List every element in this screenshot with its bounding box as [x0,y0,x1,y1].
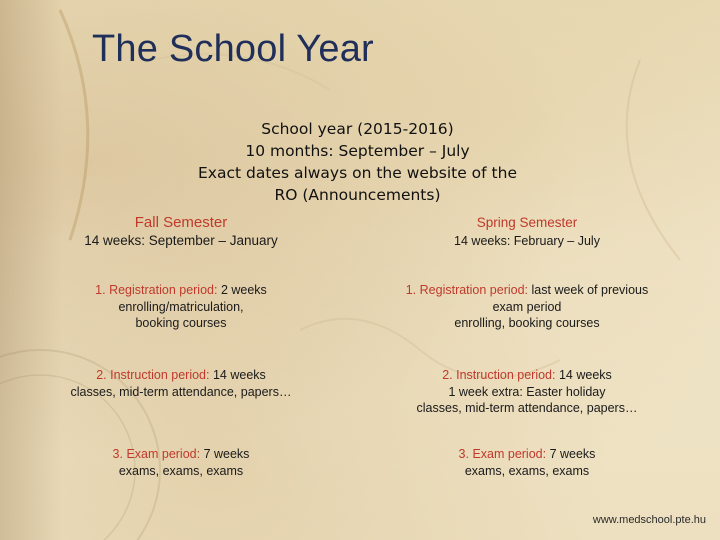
spring-instruction-label: 2. Instruction period: [442,368,556,382]
spring-exam-detail: exams, exams, exams [464,463,590,478]
fall-exam-detail: exams, exams, exams [118,463,244,478]
fall-instruction-block [46,367,316,400]
spring-instruction-value: 14 weeks [558,368,612,382]
fall-registration-detail: enrolling/matriculation, [118,299,244,314]
intro-line-4: RO (Announcements) [274,186,441,204]
spring-instruction-detail-2: classes, mid-term attendance, papers… [416,401,638,415]
spring-instruction-detail: 1 week extra: Easter holiday [448,384,606,399]
intro-line-2: 10 months: September – July [245,142,470,160]
fall-semester-header [56,213,306,250]
spring-instruction-block [372,367,682,417]
spring-semester-header [372,214,682,250]
spring-exam-label: 3. Exam period: [458,447,547,461]
fall-semester-subtitle: 14 weeks: September – January [84,233,278,248]
spring-registration-value-2: exam period [492,299,562,314]
intro-line-1: School year (2015-2016) [261,120,454,138]
slide-title: The School Year [92,28,374,70]
spring-registration-value: last week of previous [531,283,649,297]
fall-instruction-value: 14 weeks [212,368,266,382]
fall-registration-block [56,282,306,332]
intro-line-3: Exact dates always on the website of the [198,164,517,182]
fall-exam-label: 3. Exam period: [112,447,201,461]
spring-registration-block [372,282,682,332]
spring-registration-detail: enrolling, booking courses [454,316,600,330]
fall-registration-value: 2 weeks [220,283,267,297]
spring-exam-value: 7 weeks [549,447,596,461]
spring-semester-subtitle: 14 weeks: February – July [454,234,600,248]
spring-registration-label: 1. Registration period: [405,283,529,297]
fall-instruction-detail: classes, mid-term attendance, papers… [70,384,292,399]
footer-website-link[interactable]: www.medschool.pte.hu [592,514,706,526]
fall-semester-title: Fall Semester [134,214,228,231]
fall-registration-label: 1. Registration period: [95,283,218,297]
fall-registration-detail-2: booking courses [135,316,227,330]
left-shadow-band [0,0,62,540]
spring-exam-block [372,446,682,479]
intro-block [150,118,565,206]
fall-exam-block [56,446,306,479]
fall-exam-value: 7 weeks [203,447,250,461]
fall-instruction-label: 2. Instruction period: [96,368,210,382]
spring-semester-title: Spring Semester [476,215,578,230]
